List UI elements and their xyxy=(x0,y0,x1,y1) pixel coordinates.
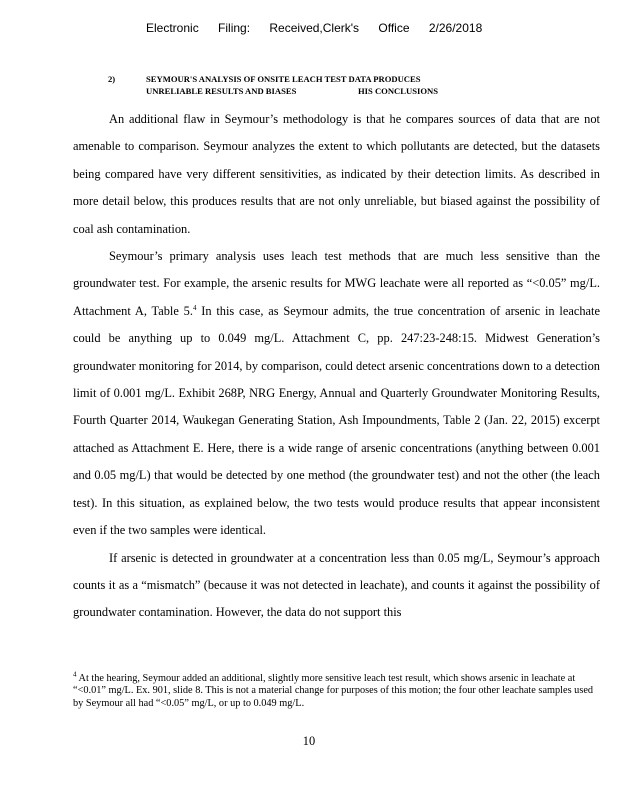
footnote-marker: 4 xyxy=(73,670,77,679)
header-filing: Filing: xyxy=(218,21,251,35)
heading-number: 2) xyxy=(108,74,116,84)
paragraph-2 xyxy=(73,243,600,544)
header-date: 2/26/2018 xyxy=(428,21,483,35)
header-electronic: Electronic xyxy=(146,21,199,35)
paragraph-2-part-b: In this case, as Seymour admits, the true concentration of arsenic in leachate could be anything up to 0.049 mg/L. Attachment C, pp. 247:23-248:15. Midwest Generation’s groundwater monitoring for 2014, by comparison, could detect arsenic concentrations down to a detection limit of 0.001 mg/L. Exhibit 268P, NRG Energy, Annual and Quarterly Groundwater Monitoring Results, Fourth Quarter 2014, Waukegan Generating Station, Ash Impoundments, Table 2 (Jan. 22, 2015) excerpt attached as Attachment E. Here, there is a wide range of arsenic concentrations (anything between 0.001 and 0.05 mg/L) that would be detected by one method (the groundwater test) and not the other (the leach test). In this situation, as explained below, the two tests would produce results that appear inconsistent even if the two samples were identical. xyxy=(73,303,600,538)
header-received: Received,Clerk's xyxy=(269,21,360,35)
paragraph-3: If arsenic is detected in groundwater at a concentration less than 0.05 mg/L, Seymour’s approach counts it as a “mismatch” (because it was not detected in leachate), and counts it against the possibility of groundwater contamination. However, the data do not support this xyxy=(73,550,600,620)
heading-line-2b: HIS CONCLUSIONS xyxy=(358,86,438,96)
footnote-reference[interactable]: 4 xyxy=(192,303,197,312)
body-text xyxy=(73,106,600,627)
paragraph-1: An additional flaw in Seymour’s methodology is that he compares sources of data that are not amenable to comparison. Seymour analyzes the extent to which pollutants are detected, but the datasets being compared have very different sensitivities, as indicated by their detection limits. As described in more detail below, this produces results that are not only unreliable, but biased against the possibility of coal ash contamination. xyxy=(73,112,600,236)
header-office: Office xyxy=(378,21,410,35)
heading-line-2a: UNRELIABLE RESULTS AND BIASES xyxy=(146,86,297,96)
heading-line-1: SEYMOUR'S ANALYSIS OF ONSITE LEACH TEST DATA PRODUCES xyxy=(146,74,421,84)
paragraph-2-part-a: Seymour’s primary analysis uses leach test methods that are much less sensitive than the groundwater test. For example, the arsenic results for MWG leachate were all reported as “<0.05” mg/L. Attachment A, Table 5. xyxy=(73,249,600,318)
footnote-text: At the hearing, Seymour added an additional, slightly more sensitive leach test result, which shows arsenic in leachate at “<0.01” mg/L. Ex. 901, slide 8. This is not a material change for purposes of this motion; the four other leachate samples used by Seymour all had “<0.05” mg/L, or up to 0.049 mg/L. xyxy=(73,673,594,709)
footnote xyxy=(73,670,600,710)
page-number: 10 xyxy=(302,734,316,748)
filing-header xyxy=(146,21,482,35)
